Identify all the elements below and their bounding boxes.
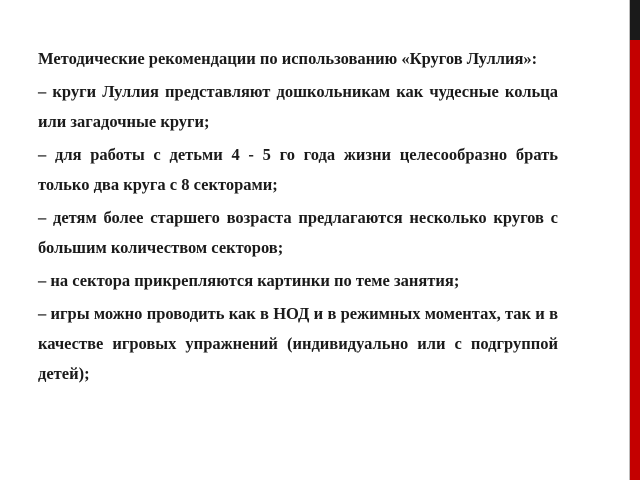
accent-bar-top-segment <box>630 0 640 40</box>
accent-side-bar <box>630 0 640 480</box>
paragraph-item-1: – круги Луллия представляют дошкольникам как чудесные кольца или загадочные круги; <box>38 82 558 131</box>
paragraph-item-2: – для работы с детьми 4 - 5 го года жизни целесообразно брать только два круга с 8 секторами; <box>38 145 558 194</box>
paragraph-item-4: – на сектора прикрепляются картинки по теме занятия; <box>38 271 460 290</box>
slide-body <box>38 44 558 392</box>
accent-bar-red-segment <box>630 40 640 480</box>
paragraph-heading: Методические рекомендации по использованию «Кругов Луллия»: <box>38 49 538 68</box>
paragraph-item-5: – игры можно проводить как в НОД и в режимных моментах, так и в качестве игровых упражнений (индивидуально или с подгруппой детей); <box>38 304 558 383</box>
paragraph-item-3: – детям более старшего возраста предлагаются несколько кругов с большим количеством секторов; <box>38 208 558 257</box>
